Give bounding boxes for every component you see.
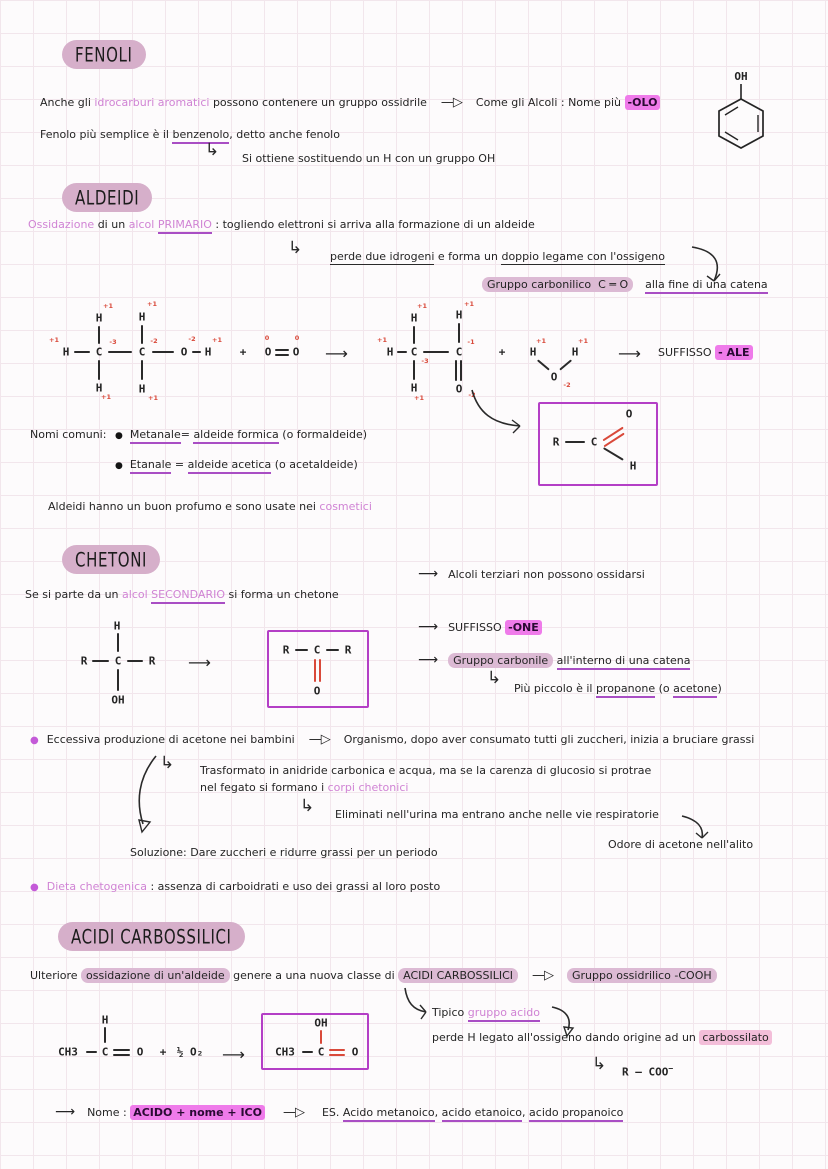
odore-line: Odore di acetone nell'alito	[608, 838, 754, 851]
atom-h: H	[386, 345, 394, 359]
atom-h: H	[62, 345, 70, 359]
bond	[108, 351, 132, 353]
double-bond	[455, 360, 457, 381]
highlight-acido-nome-ico: ACIDO + nome + ICO	[130, 1105, 265, 1120]
text: Anche gli	[40, 96, 95, 109]
text: Nome :	[87, 1106, 131, 1119]
ox-number: -2	[468, 391, 476, 399]
text: nel fegato si formano i	[200, 781, 328, 794]
atom-r: R	[282, 643, 290, 657]
text: Come gli Alcoli : Nome più	[475, 96, 625, 109]
hook-arrow-icon: ↳	[300, 796, 315, 816]
bond	[458, 323, 460, 343]
atom-h: H	[113, 619, 121, 633]
bond	[537, 359, 550, 370]
text: =	[171, 458, 188, 471]
ox-number: -2	[150, 337, 158, 345]
bond	[98, 326, 100, 344]
chetoni-right-3	[418, 652, 690, 668]
double-bond-red	[319, 659, 321, 682]
text: ,	[434, 1106, 442, 1119]
highlight-ale: - ALE	[715, 345, 752, 360]
bullet-icon: ●	[30, 882, 39, 893]
plus-sign: +	[159, 1045, 167, 1059]
ox-number: +1	[212, 336, 222, 344]
bullet-icon: ●	[115, 461, 123, 471]
ox-number: +1	[148, 394, 158, 402]
bond	[423, 351, 449, 353]
chetoni-note-line-2	[200, 781, 408, 794]
text-underlined: acido propanoico	[529, 1106, 623, 1122]
atom-o: O	[264, 345, 272, 359]
atom-r: R	[148, 654, 156, 668]
bond	[92, 660, 109, 662]
bond	[559, 359, 572, 370]
text-underlined: perde due idrogeni	[330, 250, 435, 263]
ox-number: -3	[421, 357, 429, 365]
atom-c: C	[410, 345, 418, 359]
common-name-item	[115, 428, 367, 441]
ox-number: -3	[109, 338, 117, 346]
double-bond	[275, 349, 289, 351]
aldeidi-line-1	[28, 218, 535, 231]
double-bond	[275, 354, 289, 356]
suffisso-ale	[658, 346, 753, 359]
text: Se si parte da un	[25, 588, 123, 601]
text: (o formaldeide)	[278, 428, 368, 441]
hook-arrow-icon: ↳	[288, 238, 303, 258]
perde-h-line	[432, 1031, 772, 1044]
text-underlined: alla fine di una catena	[645, 278, 768, 294]
atom-o: O	[292, 345, 300, 359]
atom-c: C	[138, 345, 146, 359]
ox-number: +1	[417, 302, 427, 310]
atom-o: O	[550, 370, 558, 384]
ox-number: +1	[578, 337, 588, 345]
ox-number: +1	[101, 393, 111, 401]
ox-number: +1	[49, 336, 59, 344]
atom-o: O	[136, 1045, 144, 1059]
bond	[413, 326, 415, 344]
bond	[141, 325, 143, 344]
curved-arrow	[398, 986, 436, 1020]
text-pink: corpi chetonici	[327, 781, 409, 794]
text: )	[717, 682, 722, 695]
text-underlined: Metanale	[130, 428, 181, 444]
aldeidi-note	[48, 500, 372, 513]
text-pink: Ossidazione	[28, 218, 95, 231]
chetoni-note-line-1: Trasformato in anidride carbonica e acqua, ma se la carenza di glucosio si protrae	[200, 764, 652, 777]
double-bond-red	[329, 1054, 345, 1056]
curved-arrow	[462, 386, 534, 436]
highlight-gruppo-carbonilico: Gruppo carbonilico C ═ O	[482, 277, 633, 292]
section-header-acidi	[58, 922, 245, 951]
atom-h: H	[629, 459, 637, 473]
superscript-minus: −	[668, 1064, 674, 1073]
aldeidi-line-2	[330, 250, 665, 263]
double-bond	[113, 1054, 130, 1056]
text: Alcoli terziari non possono ossidarsi	[448, 568, 645, 581]
hook-arrow-icon: ↳	[487, 668, 502, 688]
bond	[192, 351, 201, 353]
bond	[141, 360, 143, 380]
atom-h: H	[410, 311, 418, 325]
text: ,	[522, 1106, 530, 1119]
ox-number: -2	[563, 381, 571, 389]
double-bond	[460, 360, 462, 381]
arrow-icon: ⟶	[222, 1045, 245, 1064]
ox-number: +1	[377, 336, 387, 344]
text: (o	[655, 682, 674, 695]
bond	[104, 1027, 106, 1043]
hook-arrow-icon: ↳	[160, 753, 175, 773]
bullet-row-acetone	[30, 732, 754, 747]
atom-o: O	[625, 407, 633, 421]
bond	[295, 649, 308, 651]
text: Aldeidi hanno un buon profumo e sono usate nei	[48, 500, 320, 513]
atom-h: H	[95, 381, 103, 395]
bond	[86, 1051, 97, 1053]
chetoni-right-4	[514, 682, 722, 695]
text-pink: alcol	[122, 588, 148, 601]
atom-oh: OH	[111, 693, 125, 707]
text-underlined: aldeide formica	[193, 428, 278, 444]
acidi-naming-row	[55, 1104, 623, 1120]
text: si forma un chetone	[225, 588, 339, 601]
double-bond-red	[329, 1049, 345, 1051]
text: ES.	[321, 1106, 343, 1119]
section-title: ALDEIDI	[75, 186, 140, 210]
common-name-item	[115, 458, 358, 471]
text: SUFFISSO	[448, 621, 506, 634]
text: : assenza di carboidrati e uso dei grassi al loro posto	[146, 880, 441, 893]
chetoni-right-1	[418, 566, 645, 582]
text-pink: Dieta chetogenica	[46, 880, 147, 893]
atom-ch3: CH3	[58, 1045, 78, 1059]
atom-h: H	[138, 310, 146, 324]
highlight-carbossilato: carbossilato	[699, 1030, 771, 1045]
atom-c: C	[317, 1045, 325, 1059]
fenoli-line-3: Si ottiene sostituendo un H con un gruppo OH	[242, 152, 496, 165]
atom-h: H	[101, 1013, 109, 1027]
ox-number: +1	[103, 302, 113, 310]
atom-r: R	[344, 643, 352, 657]
text-underlined: all'interno di una catena	[557, 654, 691, 670]
highlight-olo: -OLO	[625, 95, 661, 110]
bond	[565, 441, 585, 443]
acidi-line-1	[30, 968, 717, 983]
section-title: FENOLI	[75, 43, 133, 67]
atom-h: H	[204, 345, 212, 359]
plus-sign: +	[239, 345, 247, 359]
bond	[302, 1051, 313, 1053]
atom-ch3: CH3	[275, 1045, 295, 1059]
atom-o: O	[351, 1045, 359, 1059]
text-pink: alcol	[128, 218, 155, 231]
text-underlined: aldeide acetica	[188, 458, 272, 474]
arrow-open-icon: —▷	[532, 968, 553, 983]
tipico-line	[432, 1006, 540, 1019]
atom-oh: OH	[314, 1016, 328, 1030]
double-bond-red	[314, 659, 316, 682]
bond-red	[320, 1030, 322, 1044]
ox-number: +1	[414, 394, 424, 402]
fenoli-line-2	[40, 128, 340, 141]
text: e forma un	[434, 250, 502, 263]
half-o2: ½ O₂	[176, 1045, 204, 1059]
text-pink: cosmetici	[319, 500, 372, 513]
arrow-icon: ⟶	[55, 1104, 76, 1120]
text-underlined: Etanale	[130, 458, 172, 474]
bullet-row-dieta	[30, 880, 440, 893]
atom-c: C	[101, 1045, 109, 1059]
bond	[74, 351, 90, 353]
aldeidi-line-3	[482, 278, 768, 291]
text-pink-underlined: PRIMARIO	[158, 218, 212, 234]
atom-r: R	[552, 435, 560, 449]
text-underlined: Acido metanoico	[343, 1106, 435, 1122]
nomi-comuni-label: Nomi comuni:	[30, 428, 107, 441]
chetoni-line-1	[25, 588, 339, 601]
arrow-open-icon: —▷	[282, 1105, 304, 1120]
bond	[413, 360, 415, 380]
section-title: ACIDI CARBOSSILICI	[71, 925, 232, 949]
ox-number: -2	[188, 335, 196, 343]
text-underlined: acido etanoico	[442, 1106, 522, 1122]
atom-h: H	[410, 381, 418, 395]
text: Fenolo più semplice è il	[40, 128, 173, 141]
bond	[127, 660, 143, 662]
text-underlined: propanone	[596, 682, 655, 698]
atom-c: C	[455, 345, 463, 359]
ox-number: +1	[147, 300, 157, 308]
section-header-chetoni	[62, 545, 160, 574]
text-underlined: benzenolo	[172, 128, 229, 144]
chetoni-urina-line: Eliminati nell'urina ma entrano anche nelle vie respiratorie	[335, 808, 659, 821]
text: possono contenere un gruppo ossidrile	[209, 96, 427, 109]
text-pink-underlined: SECONDARIO	[151, 588, 225, 604]
ox-number: +1	[536, 337, 546, 345]
atom-c: C	[590, 435, 598, 449]
text: Più piccolo è il	[514, 682, 596, 695]
text: =	[180, 428, 194, 441]
ox-number: +1	[464, 300, 474, 308]
text: : togliendo elettroni si arriva alla formazione di un aldeide	[211, 218, 535, 231]
text: , detto anche fenolo	[229, 128, 340, 141]
fenoli-line-1	[40, 95, 660, 110]
bond	[117, 669, 119, 691]
section-header-fenoli	[62, 40, 146, 69]
highlight-one: -ONE	[505, 620, 542, 635]
highlight-gruppo-ossidrilico: Gruppo ossidrilico -COOH	[567, 968, 717, 983]
text: perde H legato all'ossigeno dando origine ad un	[432, 1031, 700, 1044]
text: di un	[94, 218, 129, 231]
section-header-aldeidi	[62, 183, 152, 212]
atom-h: H	[529, 345, 537, 359]
bond	[397, 351, 407, 353]
arrow-icon: ⟶	[418, 652, 439, 668]
benzene-ring-structure	[700, 66, 782, 158]
bond	[152, 351, 174, 353]
chetoni-right-2	[418, 619, 542, 635]
text: genere a una nuova classe di	[229, 969, 399, 982]
text: Organismo, dopo aver consumato tutti gli zuccheri, inizia a bruciare grassi	[343, 733, 755, 746]
atom-o: O	[180, 345, 188, 359]
text: Ulteriore	[30, 969, 82, 982]
curved-arrow-long	[128, 752, 180, 840]
bond	[98, 360, 100, 380]
atom-h: H	[95, 311, 103, 325]
atom-c: C	[114, 654, 122, 668]
atom-o: O	[455, 382, 463, 396]
atom-c: C	[95, 345, 103, 359]
text-underlined: acetone	[673, 682, 717, 698]
bullet-icon: ●	[30, 735, 39, 746]
text: R — COO	[622, 1065, 669, 1079]
section-title: CHETONI	[75, 548, 148, 572]
text: (o acetaldeide)	[271, 458, 358, 471]
atom-h: H	[455, 308, 463, 322]
atom-h: H	[571, 345, 579, 359]
highlight-ossidazione: ossidazione di un'aldeide	[81, 968, 230, 983]
highlight-acidi-carbossilici: ACIDI CARBOSSILICI	[398, 968, 518, 983]
arrow-open-icon: —▷	[440, 95, 462, 110]
atom-c: C	[313, 643, 321, 657]
arrow-open-icon: —▷	[308, 732, 330, 747]
double-bond	[113, 1049, 130, 1051]
arrow-icon: ⟶	[418, 566, 439, 582]
arrow-icon: ⟶	[618, 344, 641, 363]
bond	[117, 633, 119, 652]
ox-number: 0	[264, 334, 270, 342]
bullet-icon: ●	[115, 431, 123, 441]
text-pink-underlined: gruppo acido	[468, 1006, 540, 1022]
arrow-icon: ⟶	[188, 653, 211, 672]
plus-sign: +	[498, 345, 506, 359]
text: Tipico	[432, 1006, 468, 1019]
soluzione-line: Soluzione: Dare zuccheri e ridurre grassi per un periodo	[130, 846, 438, 859]
highlight-gruppo-carbonile: Gruppo carbonile	[448, 653, 553, 668]
atom-h: H	[138, 382, 146, 396]
text-pink: idrocarburi aromatici	[94, 96, 210, 109]
text: SUFFISSO	[658, 346, 716, 359]
arrow-icon: ⟶	[325, 344, 348, 363]
text: Eccessiva produzione di acetone nei bambini	[46, 733, 295, 746]
ox-number: 0	[294, 334, 300, 342]
atom-o: O	[313, 684, 321, 698]
ox-number: -1	[467, 338, 475, 346]
hook-arrow-icon: ↳	[592, 1054, 607, 1074]
hook-arrow-icon: ↳	[205, 140, 220, 160]
carbossilato-formula	[622, 1064, 673, 1079]
oh-label: OH	[734, 70, 748, 83]
atom-r: R	[80, 654, 88, 668]
bond	[326, 649, 339, 651]
arrow-icon: ⟶	[418, 619, 439, 635]
text-underlined: doppio legame con l'ossigeno	[501, 250, 665, 263]
